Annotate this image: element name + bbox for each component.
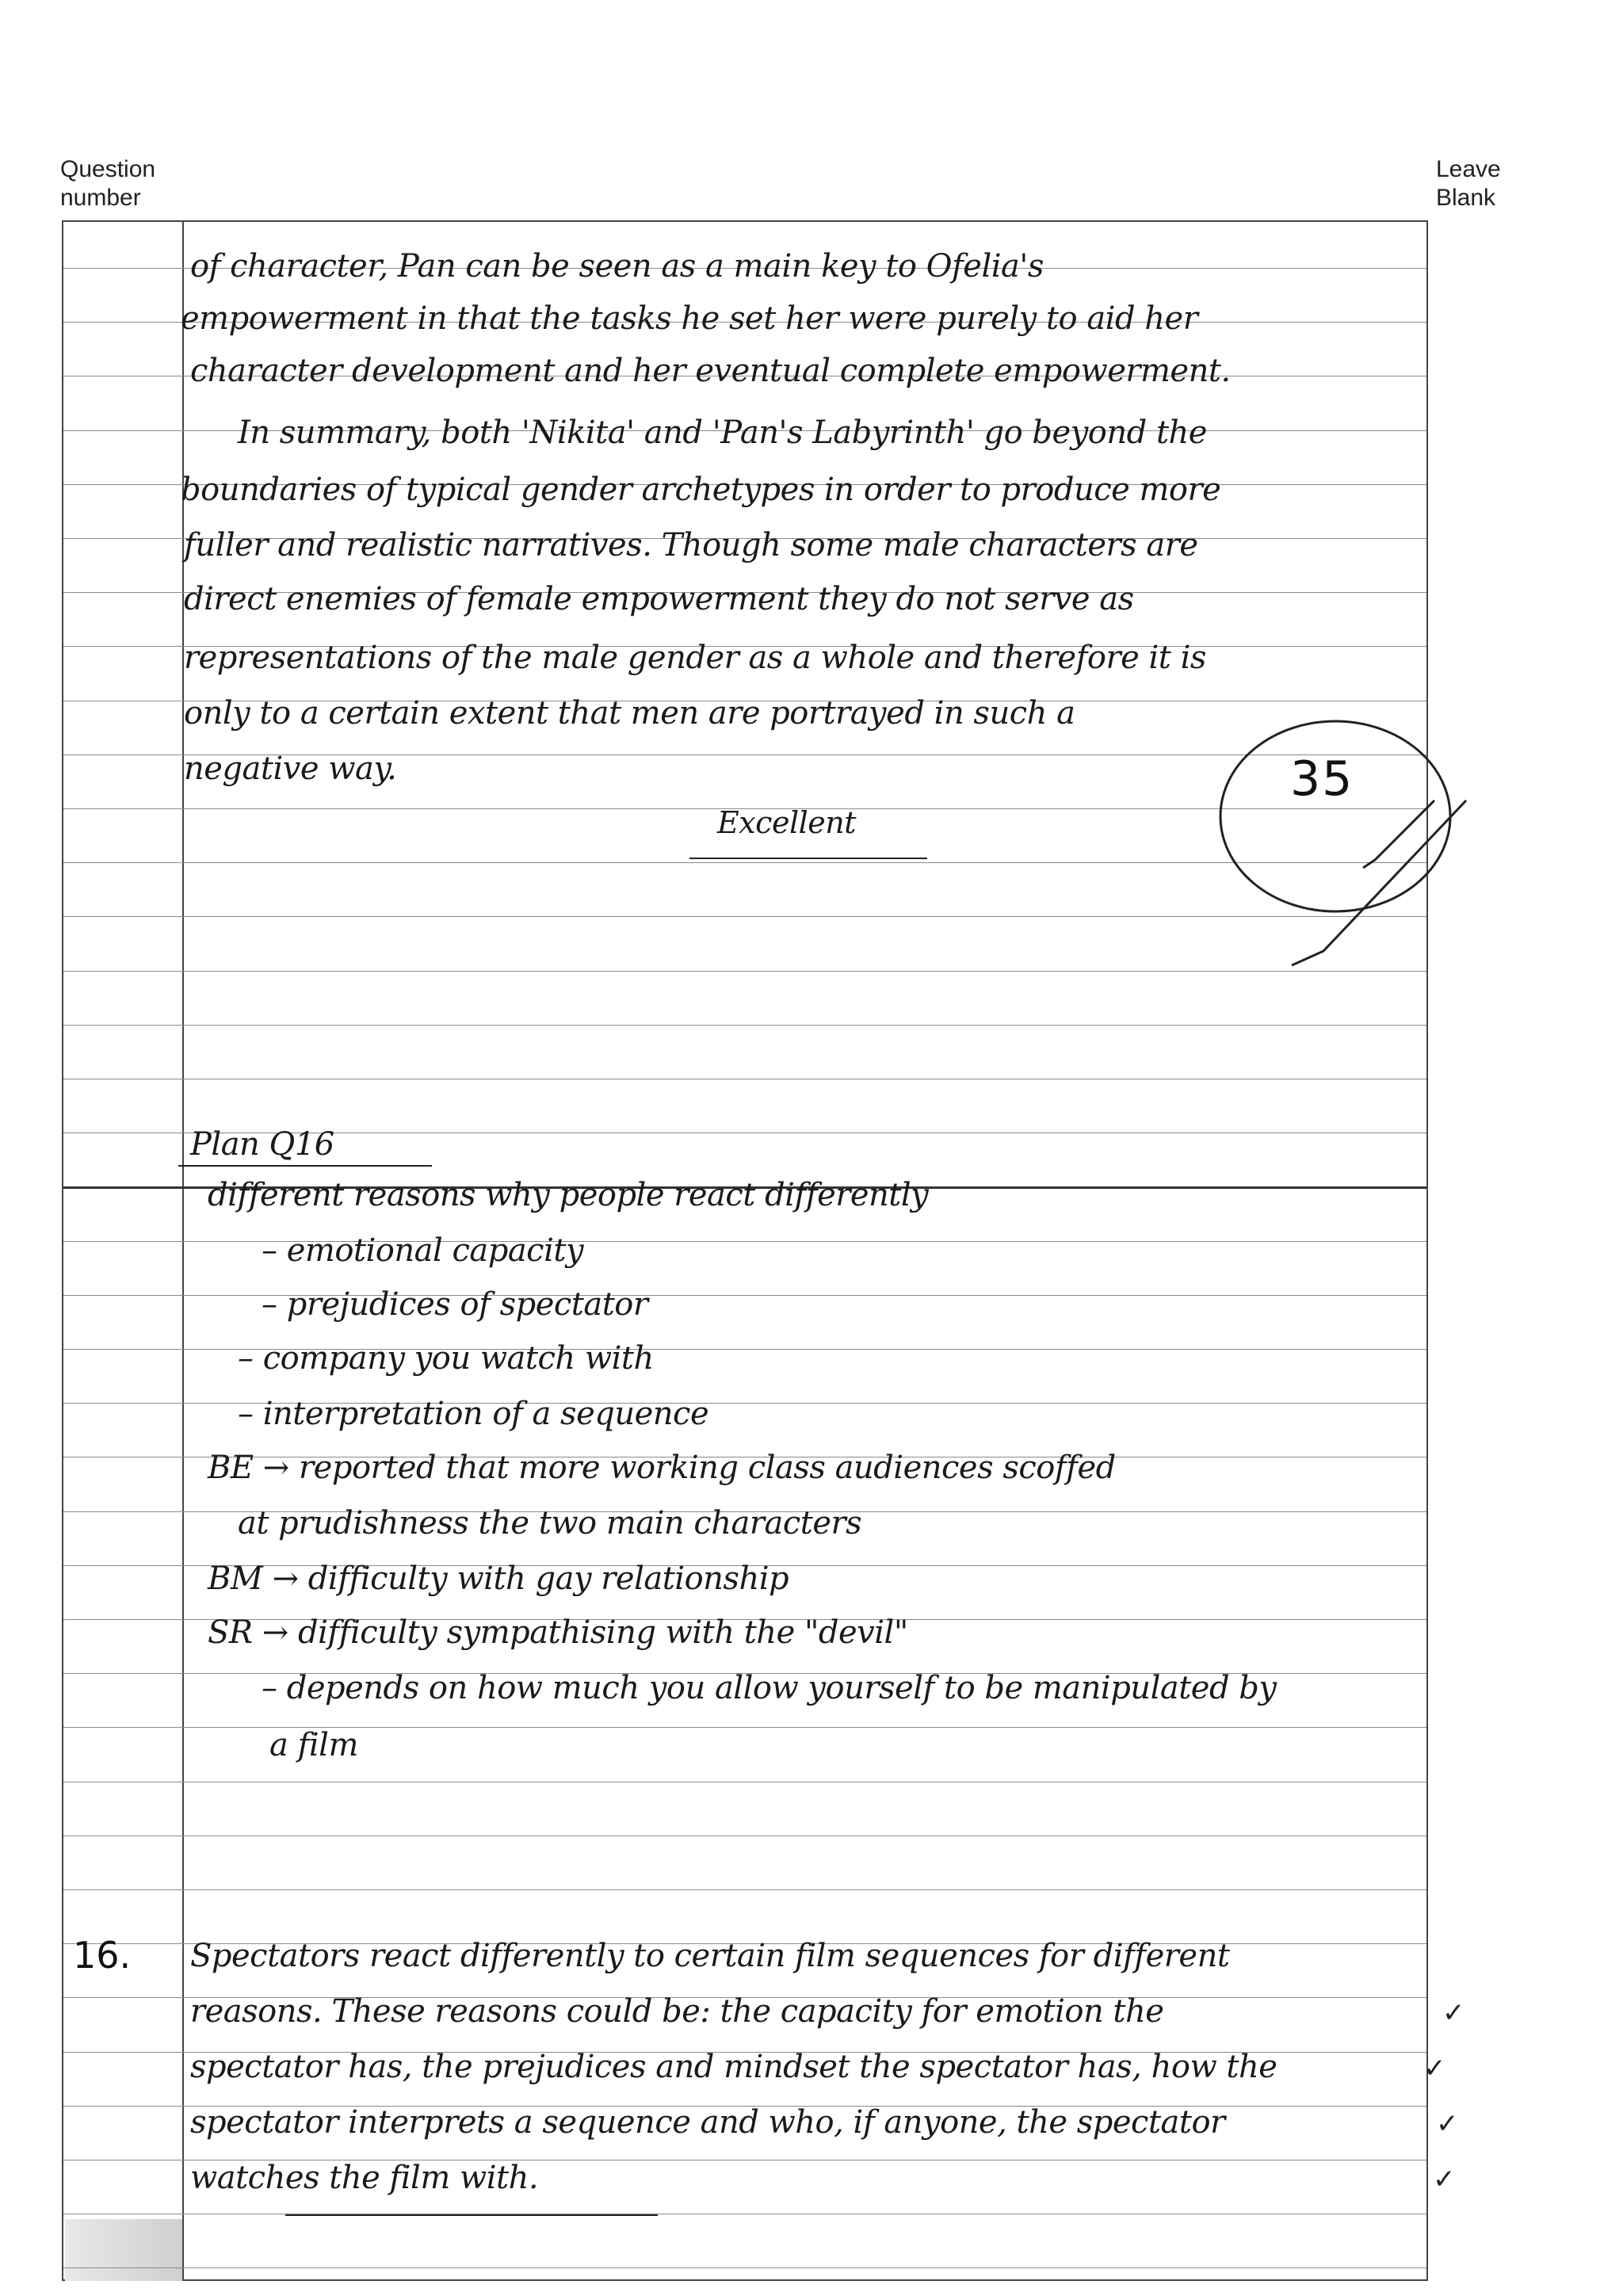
plan-line: – company you watch with [238,1340,654,1377]
tick-icon: ✓ [1433,2164,1456,2195]
plan-line: at prudishness the two main characters [238,1505,862,1541]
examiner-comment: Excellent [717,805,856,840]
leave-blank-header: Leave Blank [1436,156,1501,211]
tick-icon: ✓ [1423,2053,1446,2084]
plan-line: SR → difficulty sympathising with the "devil" [208,1614,908,1651]
q16-line: reasons. These reasons could be: the capacity for emotion the [190,1993,1164,2030]
q16-line: watches the film with. [190,2160,539,2196]
plan-title-underline [178,1165,432,1167]
comment-underline [689,858,927,859]
q16-line: spectator has, the prejudices and mindset the spectator has, how the [190,2049,1277,2085]
answer-line: boundaries of typical gender archetypes in order to produce more [181,472,1221,508]
question-number-header: Question number [60,156,156,211]
answer-line: representations of the male gender as a whole and therefore it is [184,640,1206,676]
mark-score: 35 [1290,751,1354,807]
answer-line: character development and her eventual complete empowerment. [190,353,1231,389]
q16-line: spectator interprets a sequence and who, if anyone, the spectator [190,2104,1225,2141]
answer-line: only to a certain extent that men are portrayed in such a [184,695,1075,732]
answer-line: empowerment in that the tasks he set her were purely to aid her [181,300,1198,337]
plan-line: – depends on how much you allow yourself to be manipulated by [262,1670,1277,1706]
answer-line: In summary, both 'Nikita' and 'Pan's Labyrinth' go beyond the [238,415,1207,451]
margin-shading [65,2219,182,2281]
tick-icon: ✓ [1436,2108,1459,2140]
ruled-line [63,1025,1426,1026]
plan-line: – emotional capacity [262,1232,584,1269]
plan-line: a film [269,1727,358,1763]
plan-line: BM → difficulty with gay relationship [208,1561,789,1597]
answer-line: direct enemies of female empowerment they do not serve as [184,581,1134,617]
plan-line: BE → reported that more working class audiences scoffed [208,1450,1116,1486]
plan-line: different reasons why people react differently [208,1177,929,1213]
tick-icon [1363,800,1434,868]
closing-underline [285,2214,658,2216]
ruled-line [63,1727,1426,1728]
ruled-line [63,1889,1426,1890]
tick-icon [1292,800,1466,965]
plan-line: – interpretation of a sequence [238,1396,709,1432]
ruled-line [63,2267,1426,2268]
answer-line: negative way. [184,751,397,787]
answer-line: of character, Pan can be seen as a main key to Ofelia's [190,248,1044,285]
plan-line: – prejudices of spectator [262,1286,648,1323]
answer-line: fuller and realistic narratives. Though some male characters are [184,527,1198,563]
tick-icon: ✓ [1442,1997,1465,2029]
q16-line: Spectators react differently to certain film sequences for different [190,1938,1230,1974]
mark-circle-outline [1220,721,1450,911]
plan-title: Plan Q16 [190,1126,334,1163]
question-number: 16. [73,1934,132,1977]
